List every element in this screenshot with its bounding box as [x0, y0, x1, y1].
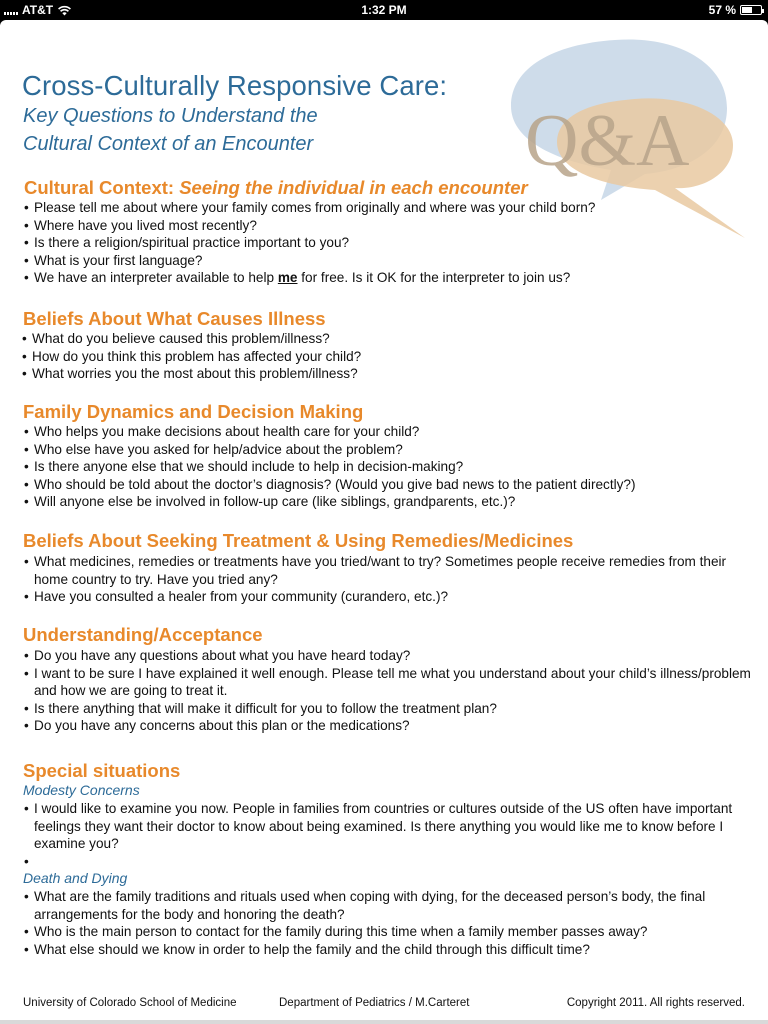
subsection-modesty-concerns: Modesty Concerns	[23, 782, 140, 798]
section-heading-seeking-treatment: Beliefs About Seeking Treatment & Using Remedies/Medicines	[23, 530, 574, 551]
cultural-context-heading-label: Cultural Context:	[24, 177, 175, 198]
list-item: • Is there anyone else that we should include to help in decision-making?	[24, 459, 464, 474]
list-item: • Who else have you asked for help/advice about the problem?	[24, 441, 403, 457]
list-item: • Is there anything that will make it difficult for you to follow the treatment plan?	[24, 700, 497, 716]
status-bar	[0, 0, 768, 20]
document-title: Cross-Culturally Responsive Care:	[22, 70, 448, 101]
list-item: • What worries you the most about this problem/illness?	[22, 366, 358, 381]
list-item: • Please tell me about where your family comes from originally and where was your child born?	[24, 200, 596, 215]
list-item: • I would like to examine you now. People in families from countries or cultures outside of the US often have important feelings they want their doctor to know about being examined. Is there anything you would like me to know before I examine you?	[24, 801, 733, 851]
battery-level	[742, 7, 752, 13]
list-item: • Who helps you make decisions about health care for your child?	[24, 424, 420, 439]
list-item: • Who is the main person to contact for the family during this time when a family member passes away?	[24, 924, 648, 939]
footer-institution: University of Colorado School of Medicine	[23, 997, 237, 1009]
section-heading-family-dynamics: Family Dynamics and Decision Making	[23, 401, 364, 422]
cultural-context-list	[23, 199, 753, 287]
modesty-concerns-list	[23, 800, 753, 870]
bottom-edge-strip	[0, 1020, 768, 1024]
section-heading-understanding: Understanding/Acceptance	[23, 624, 263, 645]
list-item: • What is your first language?	[24, 252, 203, 268]
footer-department: Department of Pediatrics / M.Carteret	[279, 997, 470, 1009]
qa-logo-text: Q&A	[525, 100, 690, 182]
death-and-dying-list	[23, 888, 753, 958]
section-heading-special-situations: Special situations	[23, 760, 181, 781]
status-time: 1:32 PM	[361, 3, 407, 17]
status-right	[709, 3, 762, 17]
footer-copyright: Copyright 2011. All rights reserved.	[566, 997, 745, 1009]
list-item: • What else should we know in order to help the family and the child through this difficult time?	[24, 941, 590, 957]
section-heading-beliefs-illness: Beliefs About What Causes Illness	[23, 308, 326, 329]
list-item: • How do you think this problem has affected your child?	[22, 348, 362, 364]
list-item: • Will anyone else be involved in follow-up care (like siblings, grandparents, etc.)?	[24, 494, 516, 509]
interpreter-emphasis-me: me	[277, 270, 298, 285]
carrier-label: AT&T	[22, 3, 54, 17]
document-subtitle-line-2: Cultural Context of an Encounter	[23, 133, 314, 155]
list-item-interpreter: • We have an interpreter available to help me for free. Is it OK for the interpreter to join us?	[24, 270, 571, 285]
battery-percent: 57 %	[708, 3, 736, 17]
list-item: • What medicines, remedies or treatments have you tried/want to try? Sometimes people receive remedies from their home country to try. Have you tried any?	[24, 554, 727, 587]
list-item: • I want to be sure I have explained it well enough. Please tell me what you understand about your child’s illness/problem and how we are going to treat it.	[24, 665, 751, 698]
list-item: • What do you believe caused this problem/illness?	[22, 331, 330, 346]
subsection-death-and-dying: Death and Dying	[23, 870, 128, 886]
beliefs-illness-list	[23, 330, 753, 383]
battery-icon	[740, 5, 762, 15]
list-item-empty: •	[24, 853, 29, 869]
list-item: • Who should be told about the doctor’s diagnosis? (Would you give bad news to the patient directly?)	[24, 476, 636, 492]
list-item: • Do you have any concerns about this plan or the medications?	[24, 718, 410, 733]
understanding-list	[23, 647, 753, 735]
seeking-treatment-list	[23, 553, 753, 606]
family-dynamics-list	[23, 423, 753, 511]
document-page[interactable]	[0, 20, 768, 1020]
list-item: • Have you consulted a healer from your community (curandero, etc.)?	[24, 589, 449, 604]
list-item: • Do you have any questions about what you have heard today?	[24, 648, 411, 663]
section-heading-cultural-context	[24, 177, 528, 199]
cultural-context-heading-emphasis: Seeing the individual in each encounter	[179, 177, 528, 198]
list-item: • Is there a religion/spiritual practice important to you?	[24, 235, 350, 250]
list-item: • Where have you lived most recently?	[24, 217, 257, 233]
document-subtitle-line-1: Key Questions to Understand the	[23, 105, 318, 127]
list-item: • What are the family traditions and rituals used when coping with dying, for the deceased person’s body, the final arrangements for the body and honoring the death?	[24, 889, 706, 922]
